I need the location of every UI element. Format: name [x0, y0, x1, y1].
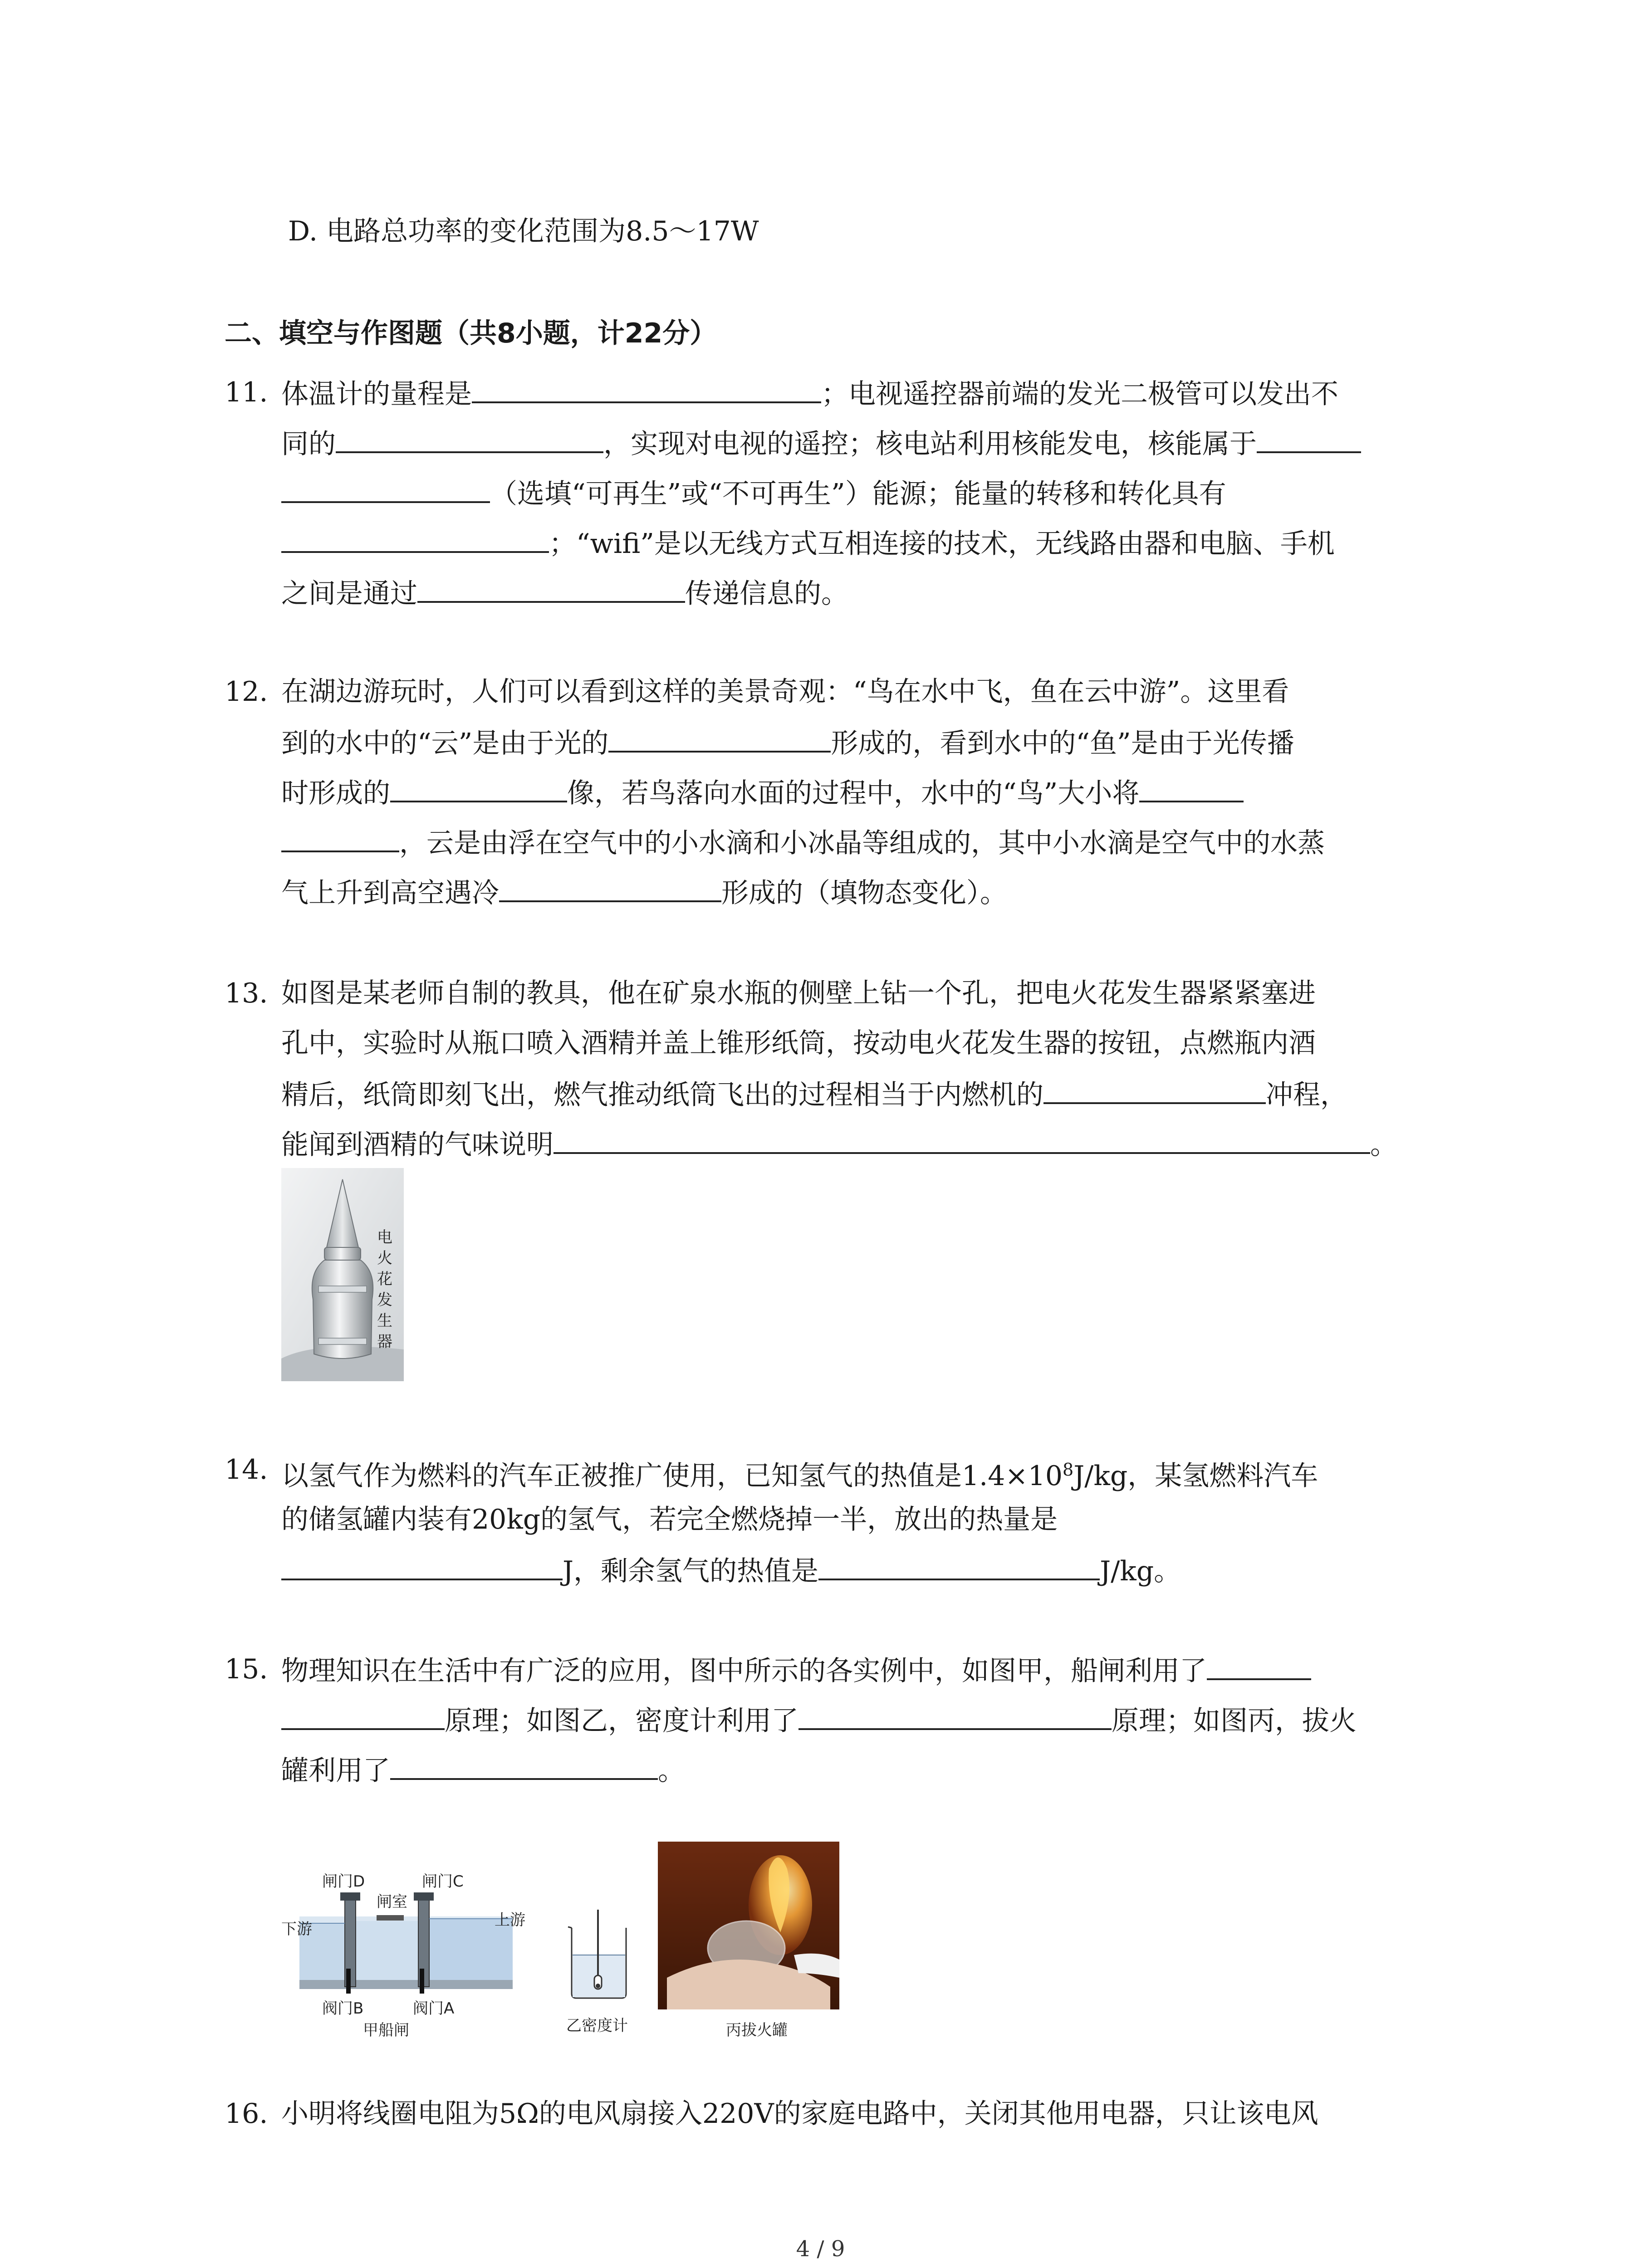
- question-11-line-1: 体温计的量程是 ；电视遥控器前端的发光二极管可以发出不: [281, 374, 1452, 412]
- question-12-line-1: 在湖边游玩时，人们可以看到这样的美景奇观：“鸟在水中飞，鱼在云中游”。这里看: [281, 676, 1289, 708]
- hydrometer-diagram: [558, 1901, 649, 2005]
- question-13-line-3: 精后，纸筒即刻飞出，燃气推动纸筒飞出的过程相当于内燃机的 冲程，: [281, 1075, 1452, 1113]
- answer-blank[interactable]: [1043, 1075, 1266, 1104]
- question-11-line-3: （选填“可再生”或“不可再生”）能源；能量的转移和转化具有: [281, 474, 1452, 512]
- answer-blank[interactable]: [608, 723, 831, 753]
- cupping-figure: 丙拔火罐: [658, 1842, 839, 2037]
- answer-blank[interactable]: [1207, 1651, 1311, 1680]
- question-15-line-3: 罐利用了 。: [281, 1751, 1452, 1789]
- bottle-figure: [281, 1168, 404, 1381]
- question-14-line-3: J，剩余氢气的热值是 J/kg。: [281, 1551, 1452, 1589]
- answer-blank[interactable]: [390, 1751, 658, 1780]
- answer-blank[interactable]: [390, 773, 567, 802]
- question-11-line-4: ；“wifi”是以无线方式互相连接的技术，无线路由器和电脑、手机: [281, 524, 1452, 562]
- hydrometer-figure: 乙密度计: [558, 1901, 649, 2037]
- question-14-line-2: 的储氢罐内装有20kg的氢气，若完全燃烧掉一半，放出的热量是: [281, 1504, 1058, 1535]
- answer-blank[interactable]: [336, 424, 603, 453]
- answer-blank[interactable]: [281, 823, 399, 852]
- question-13-line-2: 孔中，实验时从瓶口喷入酒精并盖上锥形纸筒，按动电火花发生器的按钮，点燃瓶内酒: [281, 1027, 1316, 1059]
- question-number-14: 14.: [225, 1454, 268, 1486]
- section-title: 二、填空与作图题（共8小题，计22分）: [225, 318, 717, 349]
- answer-blank[interactable]: [1257, 424, 1361, 453]
- question-11-line-5: 之间是通过 传递信息的。: [281, 574, 1452, 612]
- question-13-line-4: 能闻到酒精的气味说明 。: [281, 1125, 1452, 1163]
- question-number-16: 16.: [225, 2098, 268, 2130]
- question-15-line-1: 物理知识在生活中有广泛的应用，图中所示的各实例中，如图甲，船闸利用了: [281, 1651, 1452, 1689]
- answer-blank[interactable]: [281, 1551, 563, 1580]
- question-16-line-1: 小明将线圈电阻为5Ω的电风扇接入220V的家庭电路中，关闭其他用电器，只让该电风: [281, 2098, 1318, 2130]
- answer-blank[interactable]: [417, 574, 685, 603]
- question-number-13: 13.: [225, 978, 268, 1009]
- question-12-line-3: 时形成的 像，若鸟落向水面的过程中，水中的“鸟”大小将: [281, 773, 1452, 811]
- question-11-line-2: 同的 ，实现对电视的遥控；核电站利用核能发电，核能属于: [281, 424, 1452, 462]
- question-12-line-2: 到的水中的“云”是由于光的 形成的，看到水中的“鱼”是由于光传播: [281, 723, 1452, 762]
- question-12-line-4: ，云是由浮在空气中的小水滴和小冰晶等组成的，其中小水滴是空气中的水蒸: [281, 823, 1452, 861]
- answer-blank[interactable]: [281, 1701, 445, 1730]
- answer-blank[interactable]: [798, 1701, 1112, 1730]
- answer-blank[interactable]: [281, 524, 549, 553]
- answer-blank[interactable]: [1139, 773, 1244, 802]
- cupping-photo: [658, 1842, 839, 2009]
- answer-blank[interactable]: [499, 873, 721, 902]
- question-14-line-1: 以氢气作为燃料的汽车正被推广使用，已知氢气的热值是$1.4\times 10^8J/kg$，某氢燃料汽车: [281, 1460, 1318, 1492]
- option-d: D. 电路总功率的变化范围为8.5～17W: [288, 215, 759, 247]
- question-12-line-5: 气上升到高空遇冷 形成的（填物态变化）。: [281, 873, 1452, 911]
- question-15-line-2: 原理；如图乙，密度计利用了 原理；如图丙，拔火: [281, 1701, 1452, 1739]
- ship-lock-diagram: [272, 1864, 544, 2000]
- question-number-15: 15.: [225, 1653, 268, 1685]
- answer-blank[interactable]: [554, 1125, 1370, 1154]
- answer-blank[interactable]: [818, 1551, 1100, 1580]
- question-13-line-1: 如图是某老师自制的教具，他在矿泉水瓶的侧壁上钻一个孔，把电火花发生器紧紧塞进: [281, 978, 1316, 1009]
- answer-blank[interactable]: [472, 374, 821, 403]
- question-number-11: 11.: [225, 376, 268, 408]
- page-number: 4 / 9: [796, 2236, 845, 2262]
- spark-generator-label: 电 火 花 发 生 器: [377, 1228, 392, 1351]
- ship-lock-figure: 闸门D 闸门C 闸室 下游 上游 阀门B 阀门A 甲船闸: [272, 1864, 544, 2037]
- question-number-12: 12.: [225, 676, 268, 708]
- answer-blank[interactable]: [281, 474, 490, 503]
